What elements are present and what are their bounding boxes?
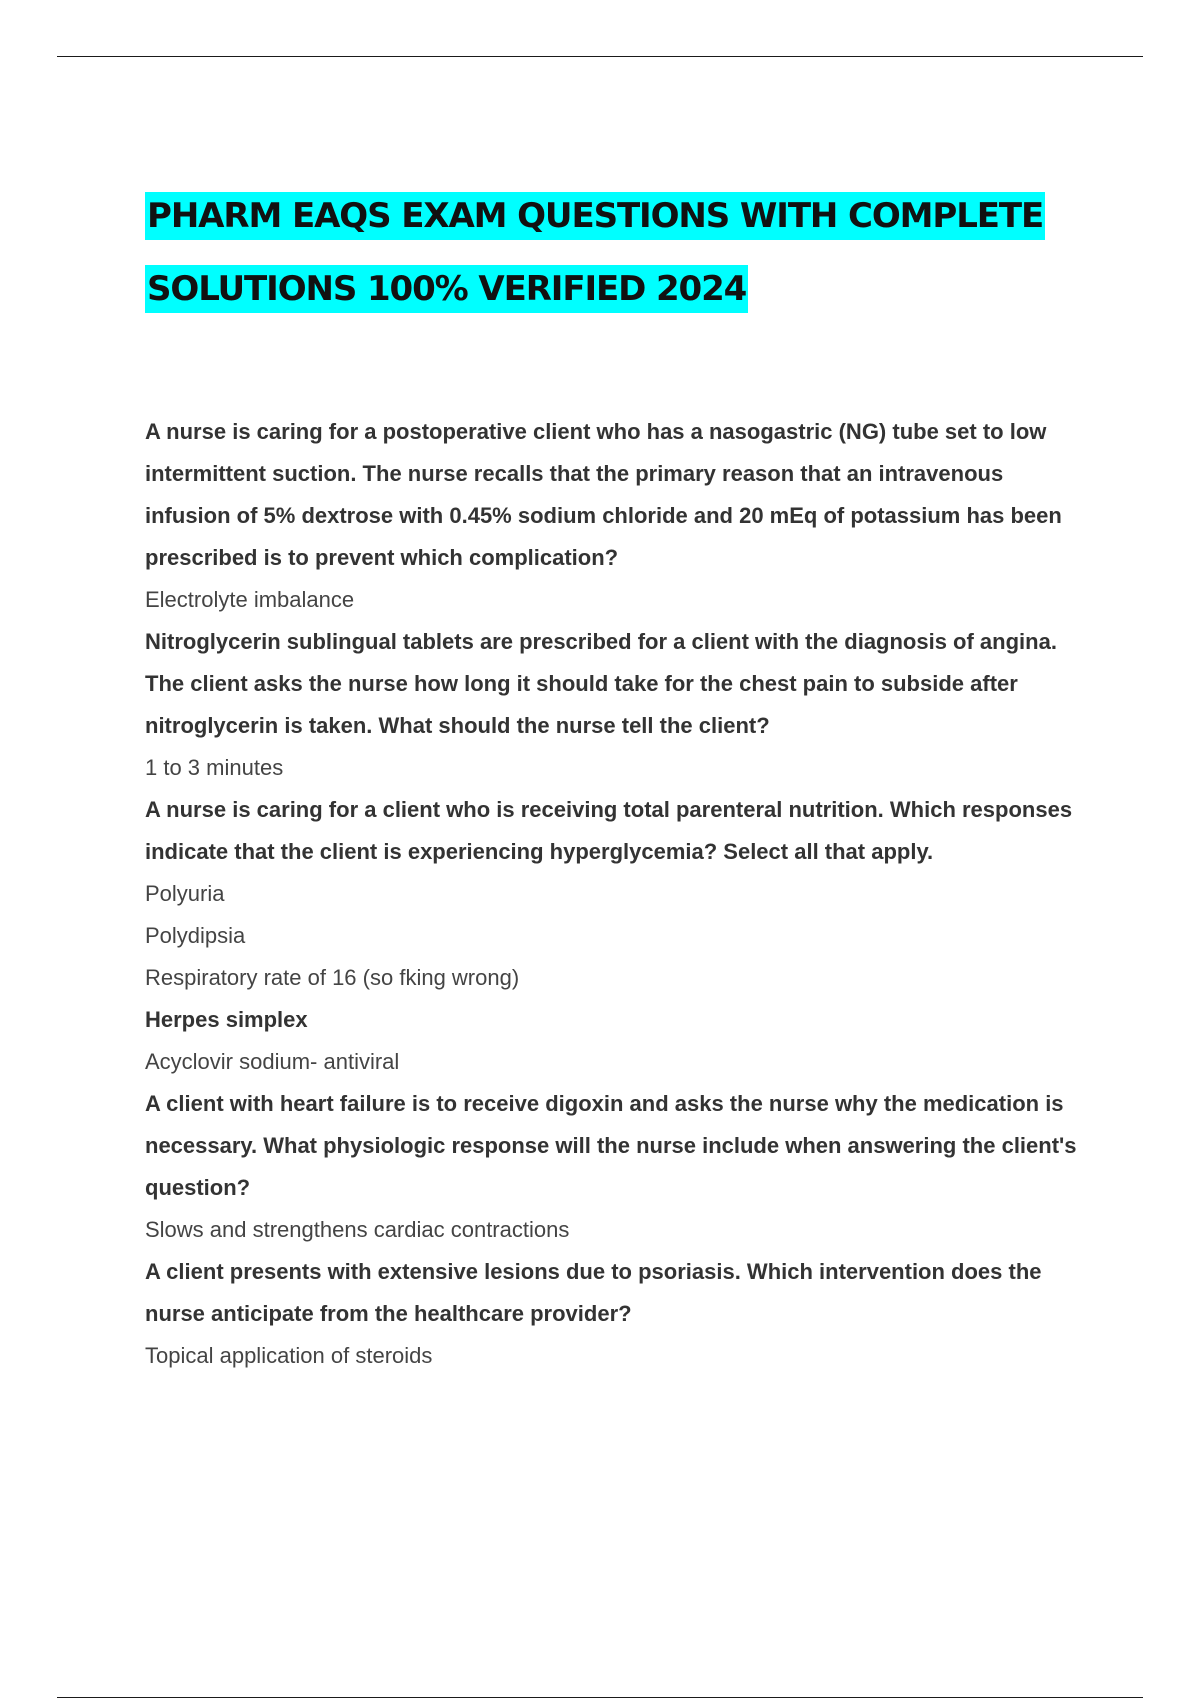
question-3: A nurse is caring for a client who is receiving total parenteral nutrition. Which responses indicate that the client is experiencing hyperglycemia? Select all that apply. (145, 797, 1073, 864)
document-title (145, 180, 1105, 326)
answer-3b: Polydipsia (145, 923, 246, 948)
answer-3a: Polyuria (145, 881, 225, 906)
answer-2: 1 to 3 minutes (145, 755, 284, 780)
bottom-rule (57, 1697, 1143, 1698)
answer-5: Slows and strengthens cardiac contractions (145, 1217, 570, 1242)
top-rule (57, 56, 1143, 57)
title-line-2: SOLUTIONS 100% VERIFIED 2024 (147, 269, 747, 309)
title-highlight (145, 192, 1045, 313)
answer-6: Topical application of steroids (145, 1343, 433, 1368)
answer-4: Acyclovir sodium- antiviral (145, 1049, 400, 1074)
answer-3c: Respiratory rate of 16 (so fking wrong) (145, 965, 520, 990)
question-2: Nitroglycerin sublingual tablets are prescribed for a client with the diagnosis of angina. The client asks the nurse how long it should take for the chest pain to subside after nitroglycerin is taken. What should the nurse tell the client? (145, 629, 1057, 738)
title-line-1: PHARM EAQS EXAM QUESTIONS WITH COMPLETE (147, 196, 1044, 236)
question-5: A client with heart failure is to receive digoxin and asks the nurse why the medication is necessary. What physiologic response will the nurse include when answering the client's question? (145, 1091, 1077, 1200)
question-4: Herpes simplex (145, 1007, 308, 1032)
qa-list (145, 411, 1090, 1377)
question-1: A nurse is caring for a postoperative client who has a nasogastric (NG) tube set to low intermittent suction. The nurse recalls that the primary reason that an intravenous infusion of 5% dextrose with 0.45% sodium chloride and 20 mEq of potassium has been prescribed is to prevent which complication? (145, 419, 1062, 570)
question-6: A client presents with extensive lesions due to psoriasis. Which intervention does the nurse anticipate from the healthcare provider? (145, 1259, 1042, 1326)
answer-1: Electrolyte imbalance (145, 587, 355, 612)
